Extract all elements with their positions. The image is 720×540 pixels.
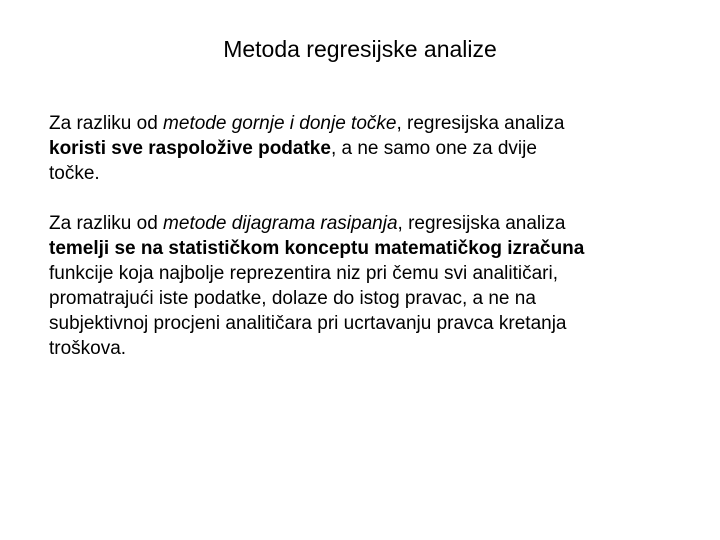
italic-term: metode dijagrama rasipanja [163, 213, 398, 234]
paragraph-1-line-2 [49, 136, 689, 161]
paragraph-1-line-1 [49, 111, 689, 136]
paragraph-1 [49, 111, 689, 186]
text-run: , regresijska analiza [397, 213, 566, 234]
slide-body [49, 111, 689, 386]
bold-phrase: koristi sve raspoložive podatke [49, 138, 331, 159]
paragraph-2-line-3: funkcije koja najbolje reprezentira niz pri čemu svi analitičari, [49, 263, 559, 284]
paragraph-2 [49, 211, 689, 361]
paragraph-2-line-6: troškova. [49, 338, 127, 359]
paragraph-2-line-2: temelji se na statističkom konceptu matematičkog izračuna [49, 238, 585, 259]
italic-term: metode gornje i donje točke [163, 113, 397, 134]
text-run: , a ne samo one za dvije [330, 138, 537, 159]
slide-title: Metoda regresijske analize [223, 36, 497, 62]
paragraph-2-line-5: subjektivnoj procjeni analitičara pri ucrtavanju pravca kretanja [49, 313, 567, 334]
text-run: Za razliku od [49, 213, 164, 234]
paragraph-2-line-4: promatrajući iste podatke, dolaze do istog pravac, a ne na [49, 288, 536, 309]
paragraph-2-line-1 [49, 211, 689, 236]
text-run: Za razliku od [49, 113, 164, 134]
paragraph-1-line-3: točke. [49, 163, 100, 184]
text-run: , regresijska analiza [396, 113, 565, 134]
